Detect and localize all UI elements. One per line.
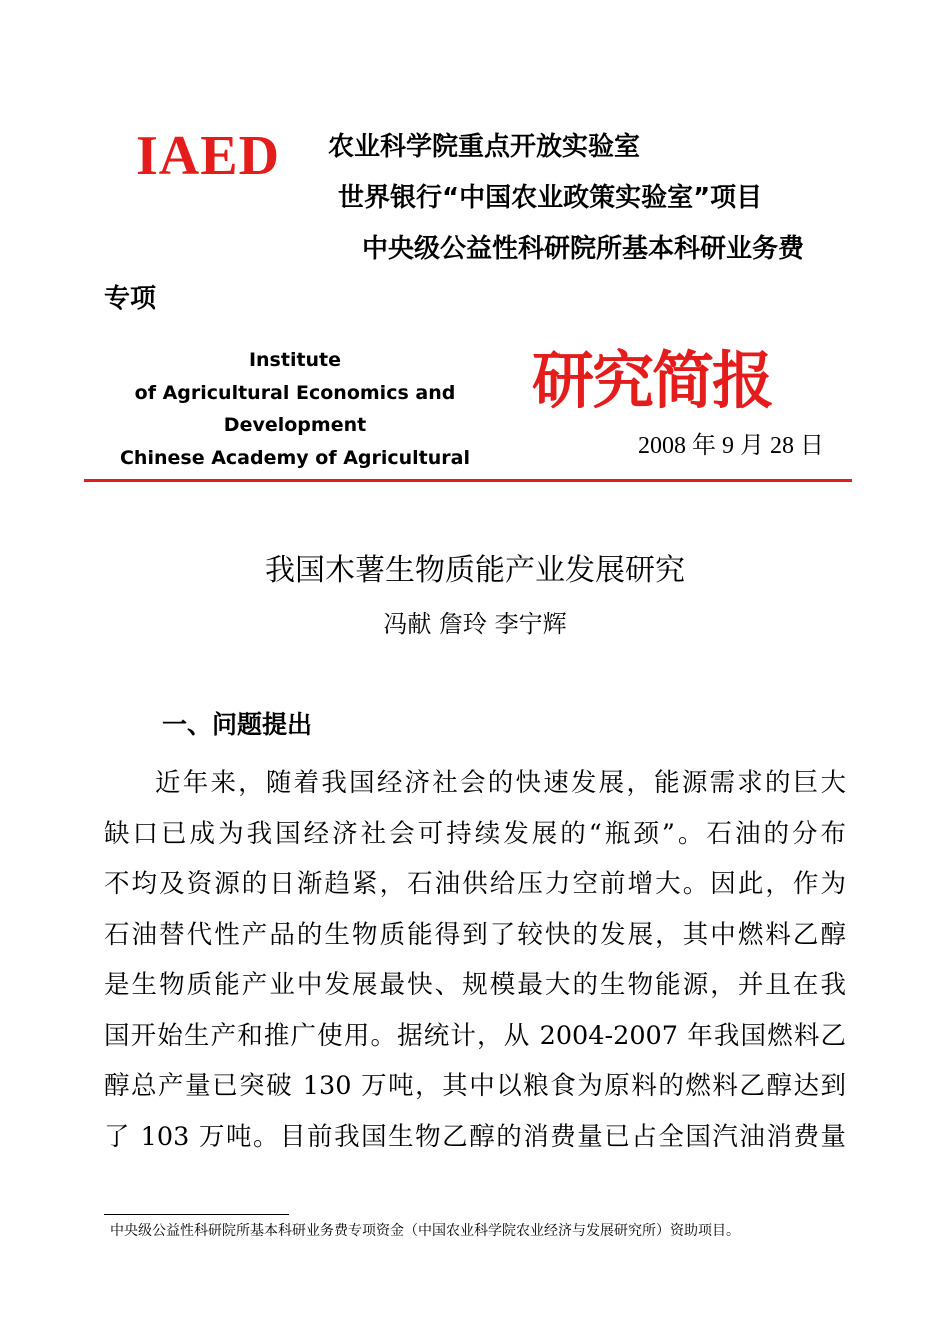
paragraph-line: 近年来，随着我国经济社会的快速发展，能源需求的巨大 [155, 768, 846, 798]
research-brief-title: 研究简报 [532, 344, 773, 417]
institute-line: Chinese Academy of Agricultural [119, 446, 470, 469]
footnote-separator [104, 1214, 289, 1215]
paragraph-line: 是生物质能产业中发展最快、规模最大的生物能源，并且在我 [104, 970, 846, 1000]
body-paragraph [104, 758, 846, 1162]
issue-date: 2008 年 9 月 28 日 [638, 433, 824, 459]
footnote: 中央级公益性科研院所基本科研业务费专项资金（中国农业科学院农业经济与发展研究所）资助项目。 [110, 1223, 740, 1239]
header-line-fund: 中央级公益性科研院所基本科研业务费 [362, 234, 805, 264]
institute-line: of Agricultural Economics and [134, 381, 456, 404]
header-line-special: 专项 [104, 284, 157, 314]
paragraph-line: 石油替代性产品的生物质能得到了较快的发展，其中燃料乙醇 [104, 919, 846, 950]
header-divider [84, 479, 852, 482]
institute-line: Institute [248, 349, 342, 371]
section-heading: 一、问题提出 [162, 710, 313, 739]
article-title: 我国木薯生物质能产业发展研究 [265, 553, 685, 588]
institute-line: Development [223, 414, 367, 436]
article-authors: 冯献 詹玲 李宁辉 [383, 610, 567, 638]
iaed-logo: IAED [136, 125, 281, 187]
paragraph-line: 了 103 万吨。目前我国生物乙醇的消费量已占全国汽油消费量 [104, 1121, 846, 1152]
paragraph-line: 国开始生产和推广使用。据统计，从 2004-2007 年我国燃料乙 [104, 1020, 846, 1051]
institute-name-block [110, 344, 480, 469]
paragraph-line: 缺口已成为我国经济社会可持续发展的“瓶颈”。石油的分布 [104, 818, 846, 849]
header-line-worldbank: 世界银行“中国农业政策实验室”项目 [338, 183, 763, 213]
paragraph-line: 不均及资源的日渐趋紧，石油供给压力空前增大。因此，作为 [104, 869, 846, 899]
paragraph-line: 醇总产量已突破 130 万吨，其中以粮食为原料的燃料乙醇达到 [104, 1071, 846, 1101]
header-line-lab: 农业科学院重点开放实验室 [328, 132, 641, 162]
